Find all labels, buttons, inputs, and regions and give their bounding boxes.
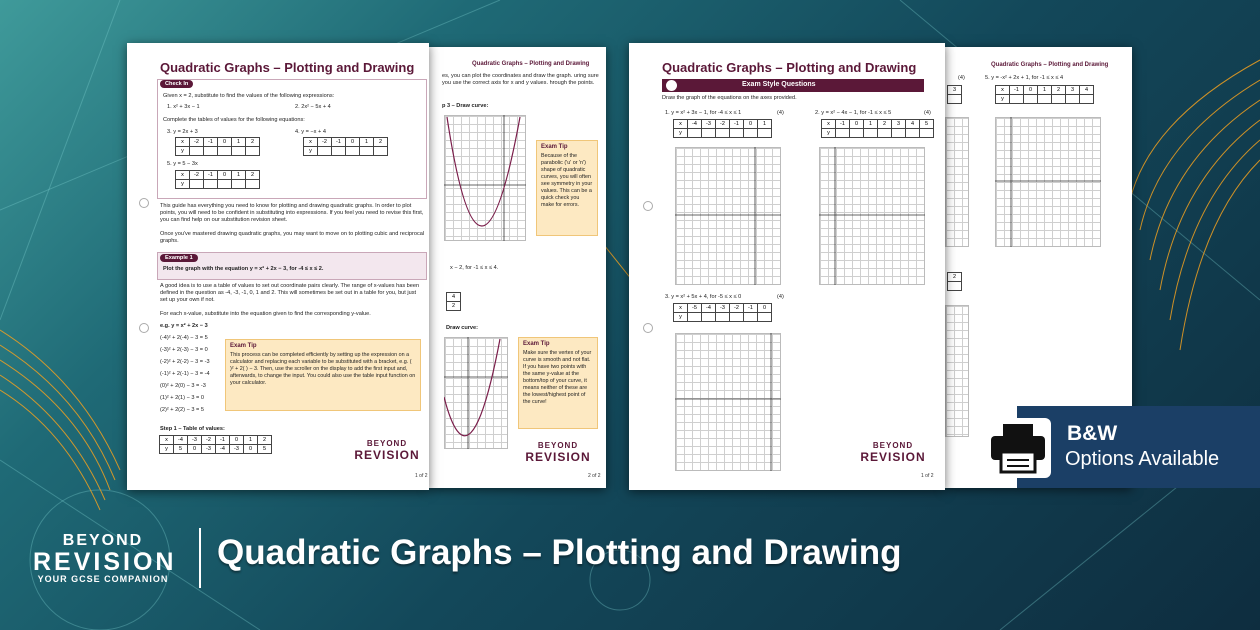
table-cell: -4: [174, 436, 188, 445]
table-cell: x: [822, 120, 836, 129]
table-cell: x: [996, 86, 1010, 95]
equation-3: 3. y = 2x + 3: [167, 129, 198, 135]
table-of-values-4: [303, 137, 388, 156]
bw-options-badge: [1017, 406, 1260, 488]
question-5: 5. y = -x² + 2x + 1, for -1 ≤ x ≤ 4: [985, 75, 1064, 81]
beyond-revision-logo: [520, 441, 596, 464]
bw-subtitle: Options Available: [1065, 448, 1220, 470]
table-cell: 0: [218, 138, 232, 147]
brand-logo: [33, 532, 177, 584]
table-cell: y: [160, 445, 174, 454]
logo-line-2: REVISION: [860, 450, 926, 464]
table-cell: 2: [374, 138, 388, 147]
intro-text: es, you can plot the coordinates and draw the graph. uring sure you use the correct axis for x and y values. hrough the points.: [442, 73, 599, 86]
page-title: Quadratic Graphs – Plotting and Drawing: [662, 60, 917, 75]
brand-line-1: BEYOND: [62, 532, 144, 549]
brand-line-3: YOUR GCSE COMPANION: [37, 574, 169, 584]
table-cell: 0: [188, 445, 202, 454]
table-cell: x: [160, 436, 174, 445]
marks-label: (4): [777, 294, 784, 300]
working-line: (-2)² + 2(-2) − 3 = -3: [160, 359, 210, 365]
step-3-label: p 3 – Draw curve:: [442, 103, 489, 109]
exam-tip-title: Exam Tip: [523, 341, 550, 347]
equation-4: 4. y = −x + 4: [295, 129, 326, 135]
axes-q3: [675, 333, 781, 471]
page-number: 1 of 2: [415, 473, 428, 479]
table-cell: 0: [744, 120, 758, 129]
question-2: 2. y = x² − 4x − 1, for -1 ≤ x ≤ 5: [815, 110, 892, 116]
axes-q5: [995, 117, 1101, 247]
exam-tip-box-2: [518, 337, 598, 429]
draw-curve-label: Draw curve:: [446, 325, 479, 331]
table-of-values-q5: [995, 85, 1094, 104]
punch-hole: [643, 201, 653, 211]
parabola-curve-1: [444, 115, 526, 241]
substitute-instruction: For each x-value, substitute into the equation given to find the corresponding y-value.: [160, 311, 371, 317]
banner-title: Quadratic Graphs – Plotting and Drawing: [217, 533, 902, 572]
marks-label: (4): [777, 110, 784, 116]
marks-label: (4): [924, 110, 931, 116]
exam-tip-title: Exam Tip: [230, 343, 257, 349]
table-cell: -1: [204, 138, 218, 147]
instruction-text: Draw the graph of the equations on the axes provided.: [662, 95, 797, 101]
table-cell: y: [304, 147, 318, 156]
table-cell: 1: [1038, 86, 1052, 95]
exam-tip-title: Exam Tip: [541, 144, 568, 150]
table-of-values-q2: [821, 119, 934, 138]
method-paragraph: A good idea is to use a table of values to set out coordinate pairs clearly. The range of x-values has been defined in the question as -4, -3, -1, 0, 1 and 2. This will sometimes be set out in a table for you, but just set up your own if not.: [160, 283, 420, 303]
table-cell: 5: [258, 445, 272, 454]
table-cell: 3: [1066, 86, 1080, 95]
logo-line-1: BEYOND: [537, 441, 579, 450]
table-cell: -1: [1010, 86, 1024, 95]
table-cell: 2: [948, 273, 962, 282]
table-cell: 2: [246, 171, 260, 180]
step-1-label: Step 1 – Table of values:: [160, 426, 225, 432]
beyond-revision-logo: [349, 439, 425, 462]
table-cell: -2: [190, 138, 204, 147]
table-cell: -4: [216, 445, 230, 454]
exam-tip-box: [225, 339, 421, 411]
table-cell: y: [176, 180, 190, 189]
worksheet-page-1: [127, 43, 429, 490]
intro-paragraph: This guide has everything you need to know for plotting and drawing quadratic graphs. In order to plot points, you will need to be confident in substituting into expressions. If you feel you need to revise this first, you can find help on our substitution revision sheet.: [160, 203, 424, 223]
logo-line-1: BEYOND: [366, 439, 408, 448]
table-cell: -4: [688, 120, 702, 129]
question-3: 3. y = x² + 5x + 4, for -5 ≤ x ≤ 0: [665, 294, 742, 300]
table-cell: 2: [246, 138, 260, 147]
table-cell: 2: [258, 436, 272, 445]
expression-1: 1. x² + 3x − 1: [167, 104, 200, 110]
example-label: Example 1: [160, 254, 198, 262]
table-cell: 3: [948, 86, 962, 95]
table-cell: 2: [447, 302, 461, 311]
graph-grid-partial: [945, 117, 969, 247]
small-table: [446, 292, 461, 311]
table-cell: 5: [174, 445, 188, 454]
partial-table: [947, 85, 962, 104]
table-cell: x: [674, 120, 688, 129]
table-cell: -2: [190, 171, 204, 180]
partial-table-2: [947, 272, 962, 291]
table-cell: -4: [702, 304, 716, 313]
table-cell: y: [996, 95, 1010, 104]
table-cell: -2: [202, 436, 216, 445]
beyond-revision-logo: [855, 441, 931, 464]
footer-divider: [199, 528, 201, 588]
check-in-intro: Given x = 2, substitute to find the values of the following expressions:: [163, 93, 335, 99]
axes-q1: [675, 147, 781, 285]
table-cell: x: [304, 138, 318, 147]
table-cell: -3: [716, 304, 730, 313]
page-header: Quadratic Graphs – Plotting and Drawing: [991, 62, 1109, 68]
table-cell: y: [822, 129, 836, 138]
page-header: Quadratic Graphs – Plotting and Drawing: [472, 61, 590, 67]
table-cell: 2: [878, 120, 892, 129]
logo-line-2: REVISION: [525, 450, 591, 464]
bw-title: B&W: [1067, 422, 1118, 445]
page-number: 1 of 2: [921, 473, 934, 479]
table-cell: 2: [1052, 86, 1066, 95]
working-line: (1)² + 2(1) − 3 = 0: [160, 395, 204, 401]
table-cell: 0: [758, 304, 772, 313]
complete-tables-text: Complete the tables of values for the following equations:: [163, 117, 305, 123]
table-cell: -2: [730, 304, 744, 313]
table-cell: -1: [744, 304, 758, 313]
worksheet-page-2: [428, 47, 606, 488]
table-cell: 0: [244, 445, 258, 454]
table-cell: -2: [318, 138, 332, 147]
table-of-values-example: [159, 435, 272, 454]
table-cell: 4: [447, 293, 461, 302]
table-cell: 0: [218, 171, 232, 180]
exam-tip-text: Make sure the vertex of your curve is smooth and not flat. If you have two points with the same y-value at the bottom/top of your curve, it means neither of these are the lowest/highest point of the curve!: [523, 350, 592, 405]
parabola-curve-2: [444, 337, 508, 449]
table-cell: 0: [1024, 86, 1038, 95]
page-title: Quadratic Graphs – Plotting and Drawing: [160, 60, 415, 75]
table-cell: x: [176, 138, 190, 147]
table-cell: 0: [230, 436, 244, 445]
table-cell: y: [674, 129, 688, 138]
punch-hole: [643, 323, 653, 333]
table-cell: -3: [202, 445, 216, 454]
page-number: 2 of 2: [588, 473, 601, 479]
table-cell: 1: [360, 138, 374, 147]
logo-line-2: REVISION: [354, 448, 420, 462]
worksheet-page-3: [629, 43, 945, 490]
brand-line-2: REVISION: [33, 548, 177, 576]
table-of-values-3: [175, 137, 260, 156]
table-cell: -5: [688, 304, 702, 313]
axes-q2: [819, 147, 925, 285]
question-line: x − 2, for -1 ≤ x ≤ 4.: [450, 265, 499, 271]
working-line: (-3)² + 2(-3) − 3 = 0: [160, 347, 208, 353]
table-cell: -1: [204, 171, 218, 180]
table-cell: 4: [906, 120, 920, 129]
logo-line-1: BEYOND: [872, 441, 914, 450]
exam-tip-box-1: [536, 140, 598, 236]
table-cell: -3: [702, 120, 716, 129]
table-cell: -1: [216, 436, 230, 445]
printer-icon: [985, 418, 1051, 478]
table-cell: -1: [836, 120, 850, 129]
question-1: 1. y = x² + 3x − 1, for -4 ≤ x ≤ 1: [665, 110, 742, 116]
table-of-values-q3: [673, 303, 772, 322]
table-of-values-q1: [673, 119, 772, 138]
example-question: Plot the graph with the equation y = x² + 2x − 3, for -4 ≤ x ≤ 2.: [163, 266, 324, 272]
table-cell: 1: [758, 120, 772, 129]
table-of-values-5: [175, 170, 260, 189]
check-in-label: Check In: [160, 80, 193, 88]
table-cell: 5: [920, 120, 934, 129]
exam-style-banner: [662, 79, 924, 92]
punch-hole: [139, 198, 149, 208]
working-line: (0)² + 2(0) − 3 = -3: [160, 383, 206, 389]
table-cell: 1: [232, 171, 246, 180]
table-cell: 0: [850, 120, 864, 129]
table-cell: -1: [730, 120, 744, 129]
table-cell: -2: [716, 120, 730, 129]
equation-5: 5. y = 5 − 3x: [167, 161, 198, 167]
exam-tip-text: Because of the parabolic ('u' or 'n') shape of quadratic curves, you will often see symmetry in your values. This can be a quick check you make for errors.: [541, 153, 593, 208]
table-cell: y: [176, 147, 190, 156]
expression-2: 2. 2x² − 5x + 4: [295, 104, 331, 110]
working-line: (-4)² + 2(-4) − 3 = 5: [160, 335, 208, 341]
graph-grid-partial-2: [945, 305, 969, 437]
table-cell: 1: [864, 120, 878, 129]
example-equation: e.g. y = x² + 2x − 3: [160, 323, 208, 329]
table-cell: 3: [892, 120, 906, 129]
next-steps-paragraph: Once you've mastered drawing quadratic graphs, you may want to move on to plotting cubic and reciprocal graphs.: [160, 231, 425, 244]
table-cell: x: [674, 304, 688, 313]
marks-label: (4): [958, 75, 965, 81]
banner-label: Exam Style Questions: [742, 81, 816, 88]
punch-hole: [139, 323, 149, 333]
exam-tip-text: This process can be completed efficiently by setting up the expression on a calculator and replacing each variable to be substituted with a bracket, e.g. ( )² + 2( ) − 3. Then, use the scroller on the display to add the first input and, afterwards, to change the input. You could also use the table input function on your calculator.: [230, 352, 416, 386]
table-cell: x: [176, 171, 190, 180]
table-cell: y: [674, 313, 688, 322]
table-cell: 0: [346, 138, 360, 147]
table-cell: 1: [244, 436, 258, 445]
working-line: (2)² + 2(2) − 3 = 5: [160, 407, 204, 413]
table-cell: -3: [188, 436, 202, 445]
table-cell: -1: [332, 138, 346, 147]
table-cell: 4: [1080, 86, 1094, 95]
table-cell: -3: [230, 445, 244, 454]
table-cell: 1: [232, 138, 246, 147]
working-line: (-1)² + 2(-1) − 3 = -4: [160, 371, 210, 377]
